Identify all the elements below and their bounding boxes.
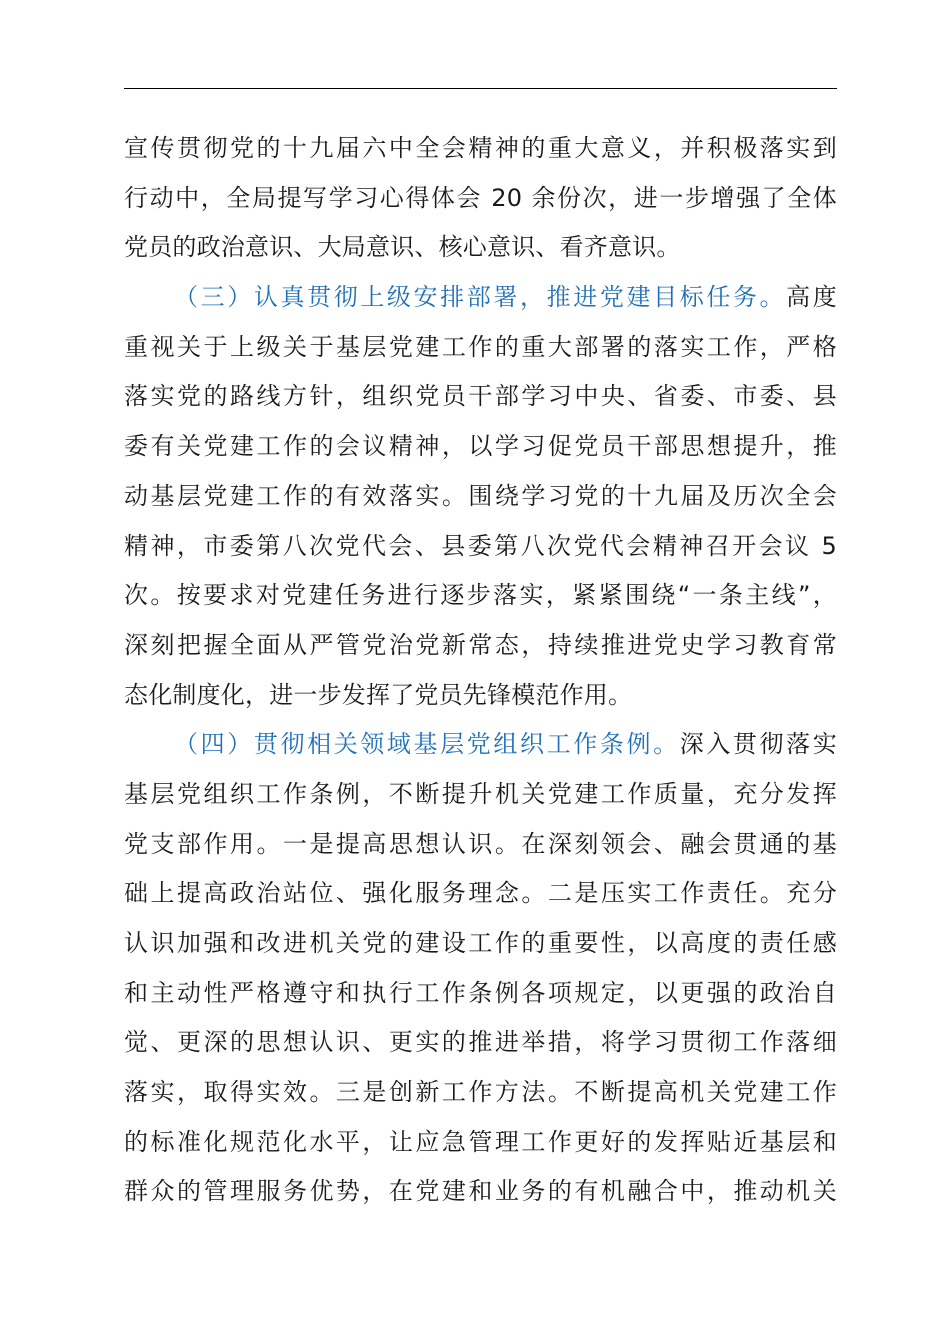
section-four [124, 720, 837, 1217]
section-four-heading: （四）贯彻相关领域基层党组织工作条例。 [174, 730, 680, 759]
section-four-first-line [124, 720, 837, 770]
text-line: 态化制度化，进一步发挥了党员先锋模范作用。 [124, 680, 633, 709]
text-line: 委有关党建工作的会议精神，以学习促党员干部思想提升，推 [124, 432, 837, 461]
document-body [124, 124, 837, 1217]
text-line: 动基层党建工作的有效落实。围绕学习党的十九届及历次全会 [124, 481, 837, 510]
text-line: 的标准化规范化水平，让应急管理工作更好的发挥贴近基层和 [124, 1127, 837, 1156]
text-line: 行动中，全局提写学习心得体会 20 余份次，进一步增强了全体 [124, 183, 837, 212]
section-three-lead-text: 高度 [786, 283, 837, 312]
paragraph-continuation [124, 124, 837, 273]
text-line: 基层党组织工作条例，不断提升机关党建工作质量，充分发挥 [124, 779, 837, 808]
text-line: 和主动性严格遵守和执行工作条例各项规定，以更强的政治自 [124, 978, 837, 1007]
text-line: 重视关于上级关于基层党建工作的重大部署的落实工作，严格 [124, 332, 837, 361]
header-rule [124, 88, 837, 89]
text-line: 落实，取得实效。三是创新工作方法。不断提高机关党建工作 [124, 1078, 837, 1107]
text-line: 落实党的路线方针，组织党员干部学习中央、省委、市委、县 [124, 382, 837, 411]
text-line: 精神，市委第八次党代会、县委第八次党代会精神召开会议 5 [124, 531, 837, 560]
text-line: 党员的政治意识、大局意识、核心意识、看齐意识。 [124, 233, 681, 262]
text-line: 党支部作用。一是提高思想认识。在深刻领会、融会贯通的基 [124, 829, 837, 858]
text-line: 宣传贯彻党的十九届六中全会精神的重大意义，并积极落实到 [124, 134, 837, 162]
text-line: 群众的管理服务优势，在党建和业务的有机融合中，推动机关 [124, 1177, 837, 1206]
text-line: 认识加强和改进机关党的建设工作的重要性，以高度的责任感 [124, 929, 837, 957]
text-line: 觉、更深的思想认识、更实的推进举措，将学习贯彻工作落细 [124, 1028, 837, 1057]
text-line: 础上提高政治站位、强化服务理念。二是压实工作责任。充分 [124, 879, 837, 908]
section-three [124, 273, 837, 720]
section-four-lead-text: 深入贯彻落实 [679, 730, 837, 759]
text-line: 深刻把握全面从严管党治党新常态，持续推进党史学习教育常 [124, 630, 837, 659]
text-line: 次。按要求对党建任务进行逐步落实，紧紧围绕“一条主线”， [124, 581, 837, 610]
section-three-first-line [124, 273, 837, 323]
section-three-heading: （三）认真贯彻上级安排部署，推进党建目标任务。 [174, 283, 787, 312]
